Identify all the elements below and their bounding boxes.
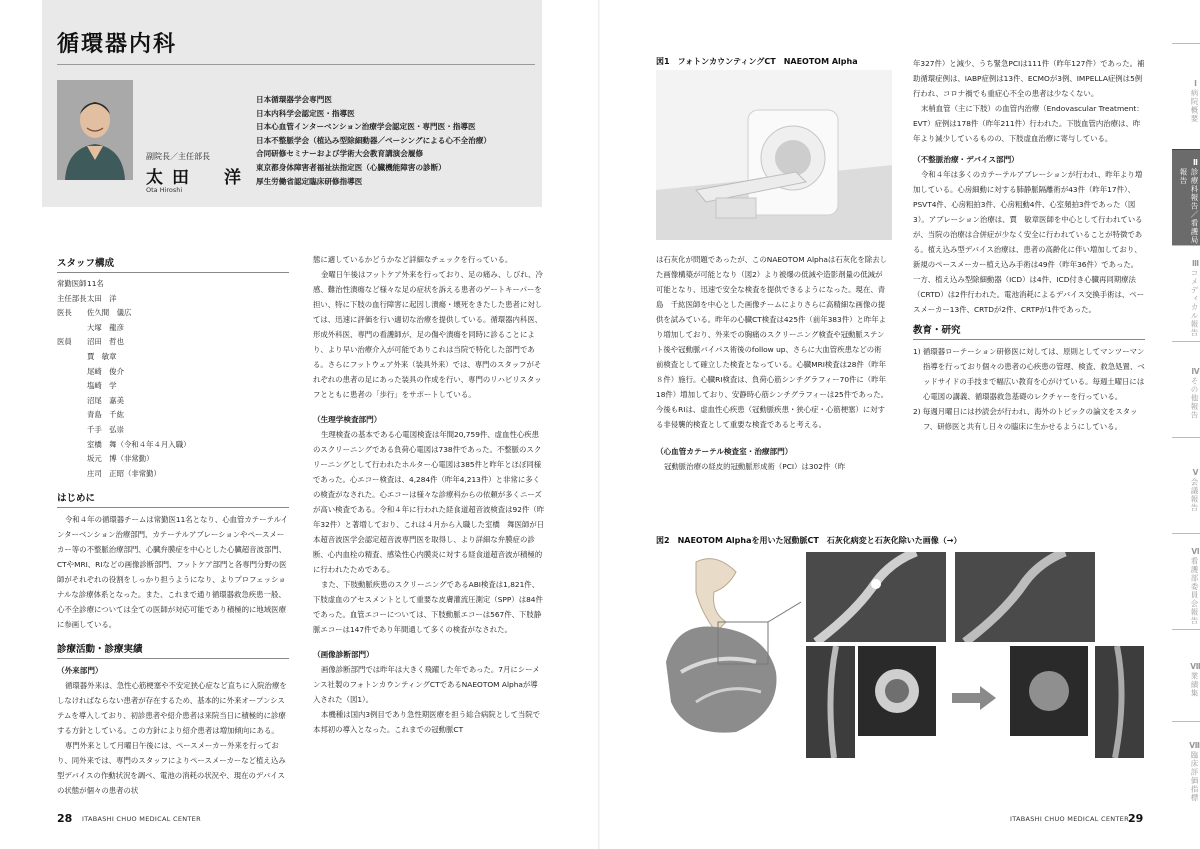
- staff-role: [57, 321, 87, 336]
- staff-row: [57, 438, 289, 453]
- col2-text-1: 金曜日午後はフットケア外来を行っており、足の痛み、しびれ、冷感、難治性潰瘍など様々な足の症状を訴える患者のゲートキーパーを担い、特に下肢の血行障害に起因し潰瘍・壊死をきたした患者に対しては、迅速に評価を行い適切な治療を提供している。循環器内科医、形成外科医、専門の看護師が、足の傷や潰瘍を同時に診ることにより、より早い治療介入が可能でありこれは当院で特化した部門である。さらにフットウェア外来（装具外来）では、専門のスタッフがそれぞれの患者の足にあった装具の作成を行い、専門のリハビリスタッフとともに患者の「歩行」をサポートしている。: [313, 270, 543, 399]
- figure-1-caption: 図1 フォトンカウンティングCT NAEOTOM Alpha: [656, 57, 858, 66]
- staff-role: 医長: [57, 308, 72, 318]
- coronary-ct-decalcified: [955, 552, 1095, 642]
- ct-scanner-photo: [656, 70, 892, 240]
- arrow-icon: [952, 686, 996, 710]
- column-1: [57, 252, 289, 802]
- clinical-heading: 診療活動・診療実績: [57, 642, 289, 659]
- coronary-ct-calcified: [806, 552, 946, 642]
- credential-item: 東京都身体障害者福祉法指定医（心臓機能障害の診断）: [256, 162, 446, 172]
- tab-label: 臨床評価指標: [1190, 751, 1199, 802]
- arrhythmia-subheading: （不整脈治療・デバイス部門）: [913, 155, 1019, 164]
- tab-chapter-8[interactable]: [1172, 721, 1200, 813]
- col2-text-3: また、下肢動脈疾患のスクリーニングであるABI検査は1,821件、下肢虚血のアセスメントとして重要な皮膚灌流圧測定（SPP）は84件であった。血管エコーについては、下肢動脈エコーは567件、下肢静脈エコーは147件であり年間通して多くの検査がなされた。: [313, 580, 543, 634]
- physiology-subheading: （生理学検査部門）: [313, 415, 382, 424]
- cath-subheading: （心血管カテーテル検査室・治療部門）: [656, 447, 793, 456]
- staff-name: 塩崎 学: [87, 381, 117, 391]
- intro-text: 令和４年の循環器チームは常勤医11名となり、心血管カテーテルインターベンション治療部門、カテーテルアブレーションやペースメーカー等の不整脈治療部門、心臓弁膜症を中心とした心臓超音波部門、CTやMRI、RIなどの画像診断部門、フットケア部門と各専門分野の医師がそれぞれの役割をしっかり担うようになり、よりプロフェッショナルな診療体系となった。また、これまで通り循環器救急疾患一般、心不全診療については全ての医師が対応可能であり積極的に地域医療に参画している。: [57, 515, 288, 630]
- staff-name: 沼田 哲也: [87, 337, 124, 347]
- credential-item: 日本内科学会認定医・指導医: [256, 108, 355, 118]
- staff-name: 尾崎 俊介: [87, 366, 124, 376]
- page-number-right: 29: [1128, 812, 1144, 825]
- tab-num: Ⅶ: [1191, 661, 1200, 672]
- tab-label: 看護部委員会報告: [1190, 556, 1199, 625]
- col3-text-1: は石灰化が問題であったが、このNAEOTOM Alphaは石灰化を除去した画像構築が可能となり（図2）より被爆の低減や造影剤量の低減が可能となり、迅速で安全な検査を提供できるようになった。現在、青島 千紘医師を中心とした画像チームによりさらに高精細な画像の提供を試みている。昨年の心臓CT検査は425件（前年383件）と昨年より増加しており、外来での胸痛のスクリーニング検査や冠動脈ステント後や冠動脈バイパス術後のfollow up、さらに大血管疾患などの術前検査として確立した検査となっている。心臓MRI検査は28件（昨年８件）施行。心臓RI検査は、負荷心筋シンチグラフィー70件に（昨年18件）増加しており、安静時心筋シンチグラフィーは25件であった。今後もRIは、虚血性心疾患（冠動脈疾患・狭心症・心筋梗塞）に対する非侵襲的検査として重要な検査であると考える。: [656, 255, 888, 429]
- staff-row: [57, 306, 289, 321]
- staff-role: 医員: [57, 337, 72, 347]
- staff-name: 千手 弘崇: [87, 424, 124, 434]
- tab-chapter-2[interactable]: [1172, 149, 1200, 245]
- cross-section-calcified: [858, 646, 936, 736]
- intro-heading: はじめに: [57, 491, 289, 508]
- cross-section-decalcified: [1010, 646, 1088, 736]
- staff-name: 賈 敏章: [87, 351, 117, 361]
- tab-num: Ⅳ: [1191, 367, 1200, 378]
- hospital-name-left: ITABASHI CHUO MEDICAL CENTER: [82, 815, 201, 823]
- tab-label: コメディカル報告: [1190, 268, 1199, 337]
- staff-name: 佐久間 儀広: [87, 308, 132, 318]
- staff-role: 常勤医師: [57, 279, 87, 288]
- staff-name: 坂元 博（非常勤）: [87, 454, 154, 464]
- staff-role: [57, 379, 87, 394]
- staff-name: 太田 洋: [87, 293, 117, 303]
- outpatient-subheading: （外来部門）: [57, 666, 103, 676]
- page-number-left: 28: [57, 812, 73, 825]
- clinical-text-2: 専門外来として月曜日午後には、ペースメーカー外来を行っており、同外来では、専門のスタッフによりペースメーカーなど植え込み型デバイスの作動状況を調べ、電池の消耗の状況や、現在のデバイスの状態が個々の患者の状: [57, 741, 286, 796]
- staff-row: [57, 408, 289, 423]
- staff-role: [57, 423, 87, 438]
- staff-name: 室橋 舞（令和４年４月入職）: [87, 439, 191, 449]
- staff-row: [57, 452, 289, 467]
- staff-role: [57, 408, 87, 423]
- tab-label: 診療科報告／看護局報告: [1179, 168, 1199, 245]
- col2-text-5: 本機種は国内3例目であり急性期医療を担う総合病院として当院で本邦初の導入となった。これまでの冠動脈CT: [313, 710, 541, 734]
- column-2: [313, 252, 545, 802]
- column-4: [913, 56, 1145, 516]
- staff-row: [57, 379, 289, 394]
- tab-num: Ⅵ: [1191, 546, 1200, 557]
- staff-role: [57, 365, 87, 380]
- staff-row: [57, 394, 289, 409]
- tab-label: 病院概要: [1190, 88, 1199, 123]
- tab-chapter-6[interactable]: [1172, 533, 1200, 629]
- staff-name: 青島 千紘: [87, 410, 124, 420]
- staff-row: [57, 277, 289, 292]
- clinical-text-1: 循環器外来は、急性心筋梗塞や不安定狭心症など直ちに入院治療をしなければならない患者が存在するため、基本的に外来オープンシステムを導入しており、初診患者や紹介患者は来院当日に積極的に診療する方針としている。この方針により紹介患者は増加傾向にある。: [57, 681, 287, 736]
- education-item-2: 2) 毎週月曜日には抄読会が行われ、海外のトピックの論文をスタッフ、研修医と共有し日々の臨床に生かせるようにしている。: [913, 407, 1138, 431]
- chapter-tabs: [1172, 43, 1200, 813]
- tab-num: Ⅰ: [1191, 78, 1200, 89]
- col2-text-0: 態に適しているかどうかなど詳細なチェックを行っている。: [313, 255, 513, 264]
- staff-list: [57, 277, 289, 481]
- doctor-role: 副院長／主任部長: [146, 152, 210, 161]
- hospital-name-right: ITABASHI CHUO MEDICAL CENTER: [1010, 815, 1129, 823]
- col2-text-4: 画像診断部門では昨年は大きく飛躍した年であった。7月にシーメンス社製のフォトンカウンティングCTであるNAEOTOM Alphaが導入された（図1）。: [313, 665, 540, 704]
- staff-name: 庄司 正昭（非常勤）: [87, 468, 161, 478]
- doctor-photo: [57, 80, 133, 180]
- doctor-romaji: Ota Hiroshi: [146, 186, 183, 194]
- credential-item: 日本心血管インターベンション治療学会認定医・専門医・指導医: [256, 122, 476, 132]
- staff-row: [57, 467, 289, 482]
- heart-3d-render: [656, 552, 801, 742]
- col4-text-2: 末梢血管（主に下肢）の血管内治療（Endovascular Treatment：EVT）症例は178件（昨年211件）行われた。下肢血管内治療は、昨年より減少しているものの、下肢虚血治療に寄与している。: [913, 104, 1144, 143]
- tab-chapter-5[interactable]: [1172, 437, 1200, 533]
- staff-name: 11名: [87, 279, 104, 288]
- tab-label: 業績集: [1190, 671, 1199, 698]
- staff-row: [57, 423, 289, 438]
- tab-num: Ⅲ: [1191, 258, 1200, 269]
- education-item-1: 1) 循環器ローテーション研修医に対しては、原則としてマンツーマン指導を行っており個々の患者の心疾患の管理、検査、救急処置、ベッドサイドの手技まで幅広い教育を心がけている。毎週土曜日には心電図の講義、循環器救急基礎のレクチャーを行っている。: [913, 347, 1145, 401]
- credential-item: 合同研修セミナーおよび学術大会教育講演会履修: [256, 149, 424, 159]
- tab-chapter-1[interactable]: [1172, 43, 1200, 149]
- staff-row: [57, 335, 289, 350]
- vessel-strip-right: [1095, 646, 1144, 758]
- tab-num: Ⅱ: [1191, 158, 1200, 168]
- col4-text-1: 年327件）と減少、うち緊急PCIは111件（昨年127件）であった。補助循環症例は、IABP症例は13件、ECMOが3例、IMPELLA症例は5例行われ、コロナ禍でも重症心不全の患者は少なくない。: [913, 59, 1145, 98]
- credential-item: 日本不整脈学会（植込み型除細動器／ペーシングによる心不全治療）: [256, 135, 491, 145]
- imaging-subheading: （画像診断部門）: [313, 650, 374, 659]
- tab-chapter-4[interactable]: [1172, 341, 1200, 437]
- staff-role: [57, 467, 87, 482]
- staff-role: [57, 350, 87, 365]
- page-title: 循環器内科: [57, 32, 178, 57]
- tab-label: その他報告: [1190, 377, 1199, 420]
- tab-num: Ⅷ: [1191, 741, 1200, 751]
- staff-heading: スタッフ構成: [57, 256, 289, 273]
- staff-name: 大塚 龍彦: [87, 322, 124, 332]
- education-heading: 教育・研究: [913, 323, 1145, 340]
- staff-role: [57, 394, 87, 409]
- staff-row: [57, 292, 289, 307]
- vessel-strip-left: [806, 646, 855, 758]
- staff-row: [57, 365, 289, 380]
- credential-item: 厚生労働省認定臨床研修指導医: [256, 176, 363, 186]
- col4-text-3: 令和４年は多くのカテーテルアブレーションが行われ、昨年より増加している。心房細動に対する肺静脈隔離術が43件（昨年17件）、PSVT4件、心房粗拍3件、心房粗動4件、心室頻拍3件であった（図3）。アブレーション治療は、賈 敏章医師を中心として行われているが、当院の治療は合併症が少なく安全に行われていることが特徴である。植え込み型デバイス治療は、患者の高齢化に伴い増加しており、新規のペースメーカー植え込み手術は49件（昨年36件）であった。一方、植え込み型除細動器（ICD）は4件、ICD付き心臓再同期療法（CRTD）は2件行われた。電池消耗によるデバイス交換手術は、ペースメーカー13件、CRTDが2件、CRTPが1件であった。: [913, 170, 1145, 314]
- staff-role: [57, 438, 87, 453]
- column-3: [656, 252, 888, 514]
- staff-role: 主任部長: [57, 293, 87, 303]
- doctor-name: 太田 洋: [146, 168, 250, 188]
- tab-num: Ⅴ: [1191, 467, 1200, 478]
- staff-name: 沼尾 嘉美: [87, 395, 124, 405]
- credentials-list: [256, 93, 491, 188]
- staff-role: [57, 452, 87, 467]
- col2-text-2: 生理検査の基本である心電図検査は年間20,759件、虚血性心疾患のスクリーニングである負荷心電図は738件であった。不整脈のスクリーニングとして行われたホルター心電図は385件と昨年とほぼ同様であった。心エコー検査は、4,284件（昨年4,213件）と非常に多くの検査がなされた。心エコーは様々な診療科からの依頼が多くニーズが高い検査である。令和４年に行われた経食道超音波検査は92件（昨年32件）と著増しており、これは４月から入職した室橋 舞医師が日本超音波医学会認定超音波専門医を取得し、より詳細な弁膜症の診断、心内血栓の精査、感染性心内膜炎に対する経食道超音波が積極的に行われたためである。: [313, 430, 545, 574]
- staff-row: [57, 321, 289, 336]
- credential-item: 日本循環器学会専門医: [256, 95, 332, 104]
- figure-2-caption: 図2 NAEOTOM Alphaを用いた冠動脈CT 石灰化病変と石灰化除いた画像（→）: [656, 536, 962, 545]
- tab-label: 会議報告: [1190, 477, 1199, 512]
- title-divider: [57, 64, 535, 65]
- col3-text-2: 冠動脈治療の経皮的冠動脈形成術（PCI）は302件（昨: [664, 462, 846, 471]
- staff-row: [57, 350, 289, 365]
- tab-chapter-7[interactable]: [1172, 629, 1200, 721]
- tab-chapter-3[interactable]: [1172, 245, 1200, 341]
